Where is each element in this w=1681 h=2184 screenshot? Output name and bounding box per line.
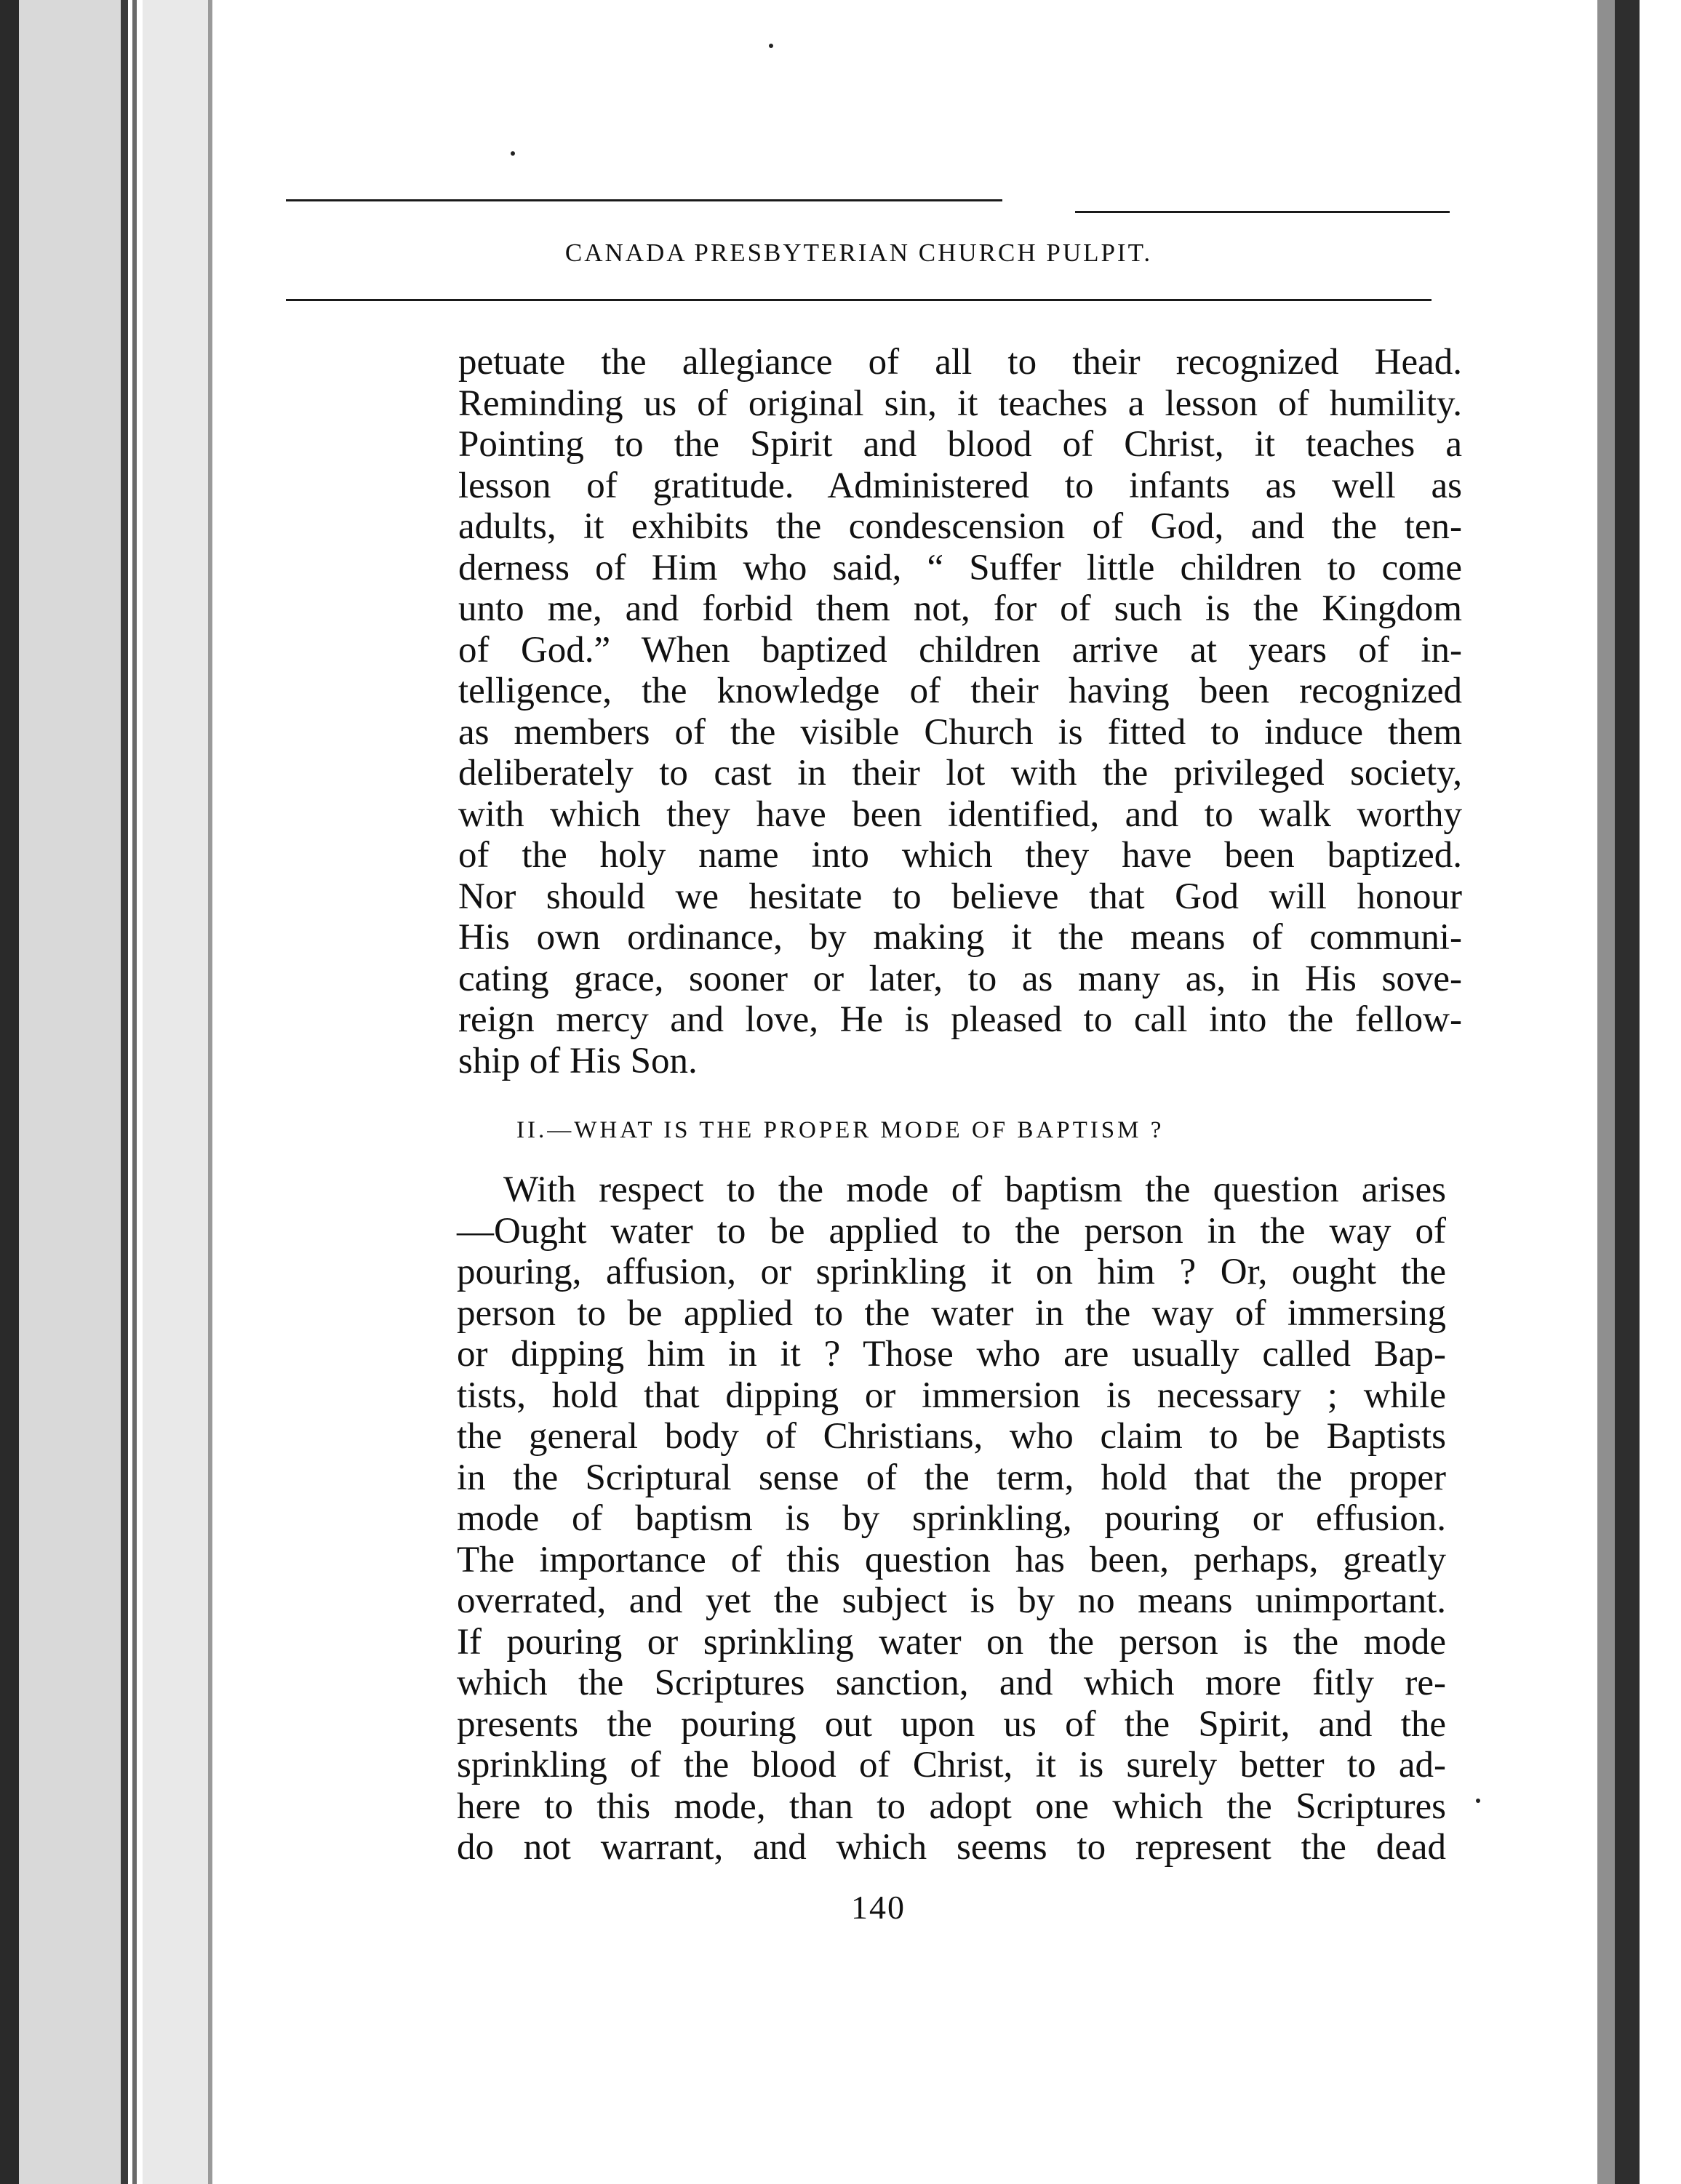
text-line: unto me, and forbid them not, for of such is the Kingdom	[458, 588, 1462, 629]
text-line: sprinkling of the blood of Christ, it is surely better to ad-	[457, 1745, 1446, 1785]
text-line: If pouring or sprinkling water on the person is the mode	[457, 1621, 1446, 1663]
text-line: deliberately to cast in their lot with the privileged society,	[458, 753, 1462, 793]
section-heading: II.—WHAT IS THE PROPER MODE OF BAPTISM ?	[516, 1117, 1165, 1143]
scan-edge-strip	[121, 0, 128, 2184]
text-line: —Ought water to be applied to the person in the way of	[457, 1210, 1446, 1252]
header-rule-top-left	[286, 199, 1002, 201]
text-line: derness of Him who said, “ Suffer little children to come	[458, 547, 1462, 588]
text-line: cating grace, sooner or later, to as many as, in His sove-	[458, 958, 1462, 999]
page-number: 140	[851, 1889, 906, 1926]
text-line: mode of baptism is by sprinkling, pouring or effusion.	[457, 1498, 1446, 1539]
text-line: Nor should we hesitate to believe that God will honour	[458, 876, 1462, 917]
header-rule-top-right	[1075, 211, 1450, 213]
text-line: The importance of this question has been, perhaps, greatly	[457, 1539, 1446, 1580]
text-line: here to this mode, than to adopt one which the Scriptures	[457, 1785, 1446, 1827]
text-line: which the Scriptures sanction, and which more fitly re-	[457, 1663, 1446, 1703]
paragraph-2	[457, 1169, 1446, 1868]
text-line: pouring, affusion, or sprinkling it on him ? Or, ought the	[457, 1252, 1446, 1292]
paragraph-1	[458, 342, 1462, 1081]
text-line: with which they have been identified, and to walk worthy	[458, 793, 1462, 835]
scan-edge-left-dark	[0, 0, 19, 2184]
scan-edge-strip	[132, 0, 137, 2184]
text-line: presents the pouring out upon us of the Spirit, and the	[457, 1703, 1446, 1745]
text-line: Pointing to the Spirit and blood of Christ, it teaches a	[458, 424, 1462, 465]
text-line: the general body of Christians, who claim to be Baptists	[457, 1416, 1446, 1457]
text-line: adults, it exhibits the condescension of God, and the ten-	[458, 506, 1462, 547]
scan-edge-right-dark	[1615, 0, 1640, 2184]
text-line: or dipping him in it ? Those who are usually called Bap-	[457, 1334, 1446, 1375]
text-line: With respect to the mode of baptism the question arises	[503, 1169, 1446, 1210]
text-line: Reminding us of original sin, it teaches a lesson of humility.	[458, 383, 1462, 424]
text-line: do not warrant, and which seems to represent the dead	[457, 1827, 1446, 1868]
text-line: petuate the allegiance of all to their recognized Head.	[458, 342, 1462, 383]
text-line: of God.” When baptized children arrive at years of in-	[458, 629, 1462, 671]
text-line: tists, hold that dipping or immersion is necessary ; while	[457, 1375, 1446, 1416]
scan-speck	[1476, 1799, 1480, 1803]
text-line: His own ordinance, by making it the means of communi-	[458, 917, 1462, 958]
running-head: CANADA PRESBYTERIAN CHURCH PULPIT.	[564, 239, 1153, 267]
text-line: of the holy name into which they have been baptized.	[458, 835, 1462, 876]
text-line: overrated, and yet the subject is by no means unimportant.	[457, 1580, 1446, 1621]
scan-speck	[769, 44, 773, 48]
text-line: ship of His Son.	[458, 1040, 698, 1081]
header-rule-bottom	[286, 299, 1432, 301]
text-line: in the Scriptural sense of the term, hold that the proper	[457, 1457, 1446, 1498]
text-line: person to be applied to the water in the way of immersing	[457, 1292, 1446, 1334]
text-line: telligence, the knowledge of their having been recognized	[458, 671, 1462, 711]
scan-speck	[511, 151, 515, 156]
text-line: as members of the visible Church is fitted to induce them	[458, 711, 1462, 753]
scan-edge-left-light	[143, 0, 208, 2184]
text-line: reign mercy and love, He is pleased to call into the fellow-	[458, 999, 1462, 1040]
scan-edge-left-grey	[19, 0, 121, 2184]
text-line: lesson of gratitude. Administered to infants as well as	[458, 465, 1462, 506]
